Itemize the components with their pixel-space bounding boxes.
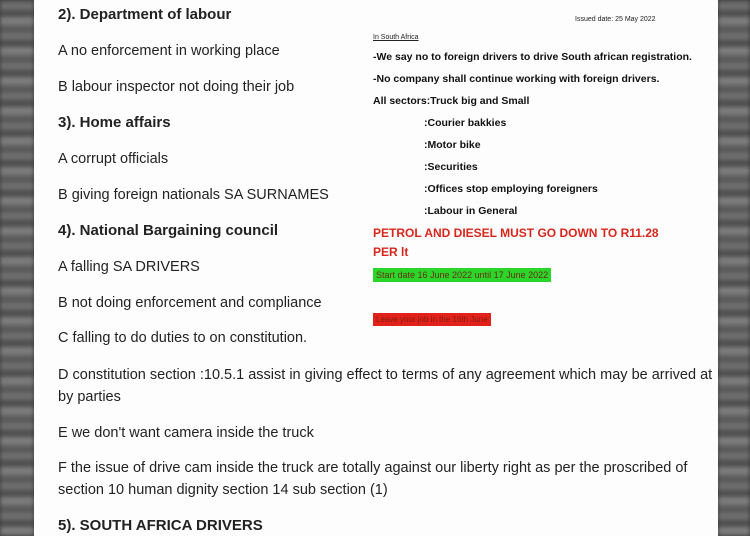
item-no-camera: E we don't want camera inside the truck	[58, 425, 314, 441]
blurred-background-right	[718, 0, 750, 536]
item-falling-sa-drivers: A falling SA DRIVERS	[58, 259, 200, 275]
notice-start-date-highlight: Start date 16 June 2022 until 17 June 2022	[373, 268, 551, 282]
notice-sector-offices: :Offices stop employing foreigners	[424, 183, 598, 195]
notice-line-all-sectors: All sectors:Truck big and Small	[373, 95, 530, 107]
item-no-enforcement: A no enforcement in working place	[58, 43, 280, 59]
heading-home-affairs: 3). Home affairs	[58, 114, 171, 131]
notice-red-highlight: Leave your job in the 16th June	[373, 313, 491, 326]
notice-line-foreign-drivers: -We say no to foreign drivers to drive South african registration.	[373, 51, 692, 63]
notice-petrol-line2: PER lt	[373, 245, 409, 259]
notice-sector-courier: :Courier bakkies	[424, 117, 507, 129]
item-sa-surnames: B giving foreign nationals SA SURNAMES	[58, 187, 329, 203]
notice-petrol-line1: PETROL AND DIESEL MUST GO DOWN TO R11.28	[373, 226, 659, 240]
item-labour-inspector: B labour inspector not doing their job	[58, 79, 295, 95]
notice-sector-securities: :Securities	[424, 161, 478, 173]
notice-issued-date: Issued date: 25 May 2022	[575, 16, 656, 23]
blurred-background-left	[0, 0, 34, 536]
heading-department-of-labour: 2). Department of labour	[58, 6, 232, 23]
notice-location: In South Africa	[373, 34, 419, 41]
item-corrupt-officials: A corrupt officials	[58, 151, 169, 167]
heading-bargaining-council: 4). National Bargaining council	[58, 222, 279, 239]
item-drive-cam-issue: F the issue of drive cam inside the truck are totally against our liberty right as per the proscribed of section 10 human dignity section 14 sub section (1)	[58, 460, 688, 498]
item-constitution-section: D constitution section :10.5.1 assist in giving effect to terms of any agreement which may be arrived at by parties	[58, 367, 713, 405]
document-page	[34, 0, 718, 536]
notice-line-no-company: -No company shall continue working with foreign drivers.	[373, 73, 660, 85]
item-not-doing-enforcement: B not doing enforcement and compliance	[58, 295, 322, 311]
heading-south-africa-drivers: 5). SOUTH AFRICA DRIVERS	[58, 517, 263, 534]
notice-sector-motor-bike: :Motor bike	[424, 139, 481, 151]
notice-sector-labour: :Labour in General	[424, 205, 518, 217]
item-falling-duties: C falling to do duties to on constitution.	[58, 330, 308, 346]
